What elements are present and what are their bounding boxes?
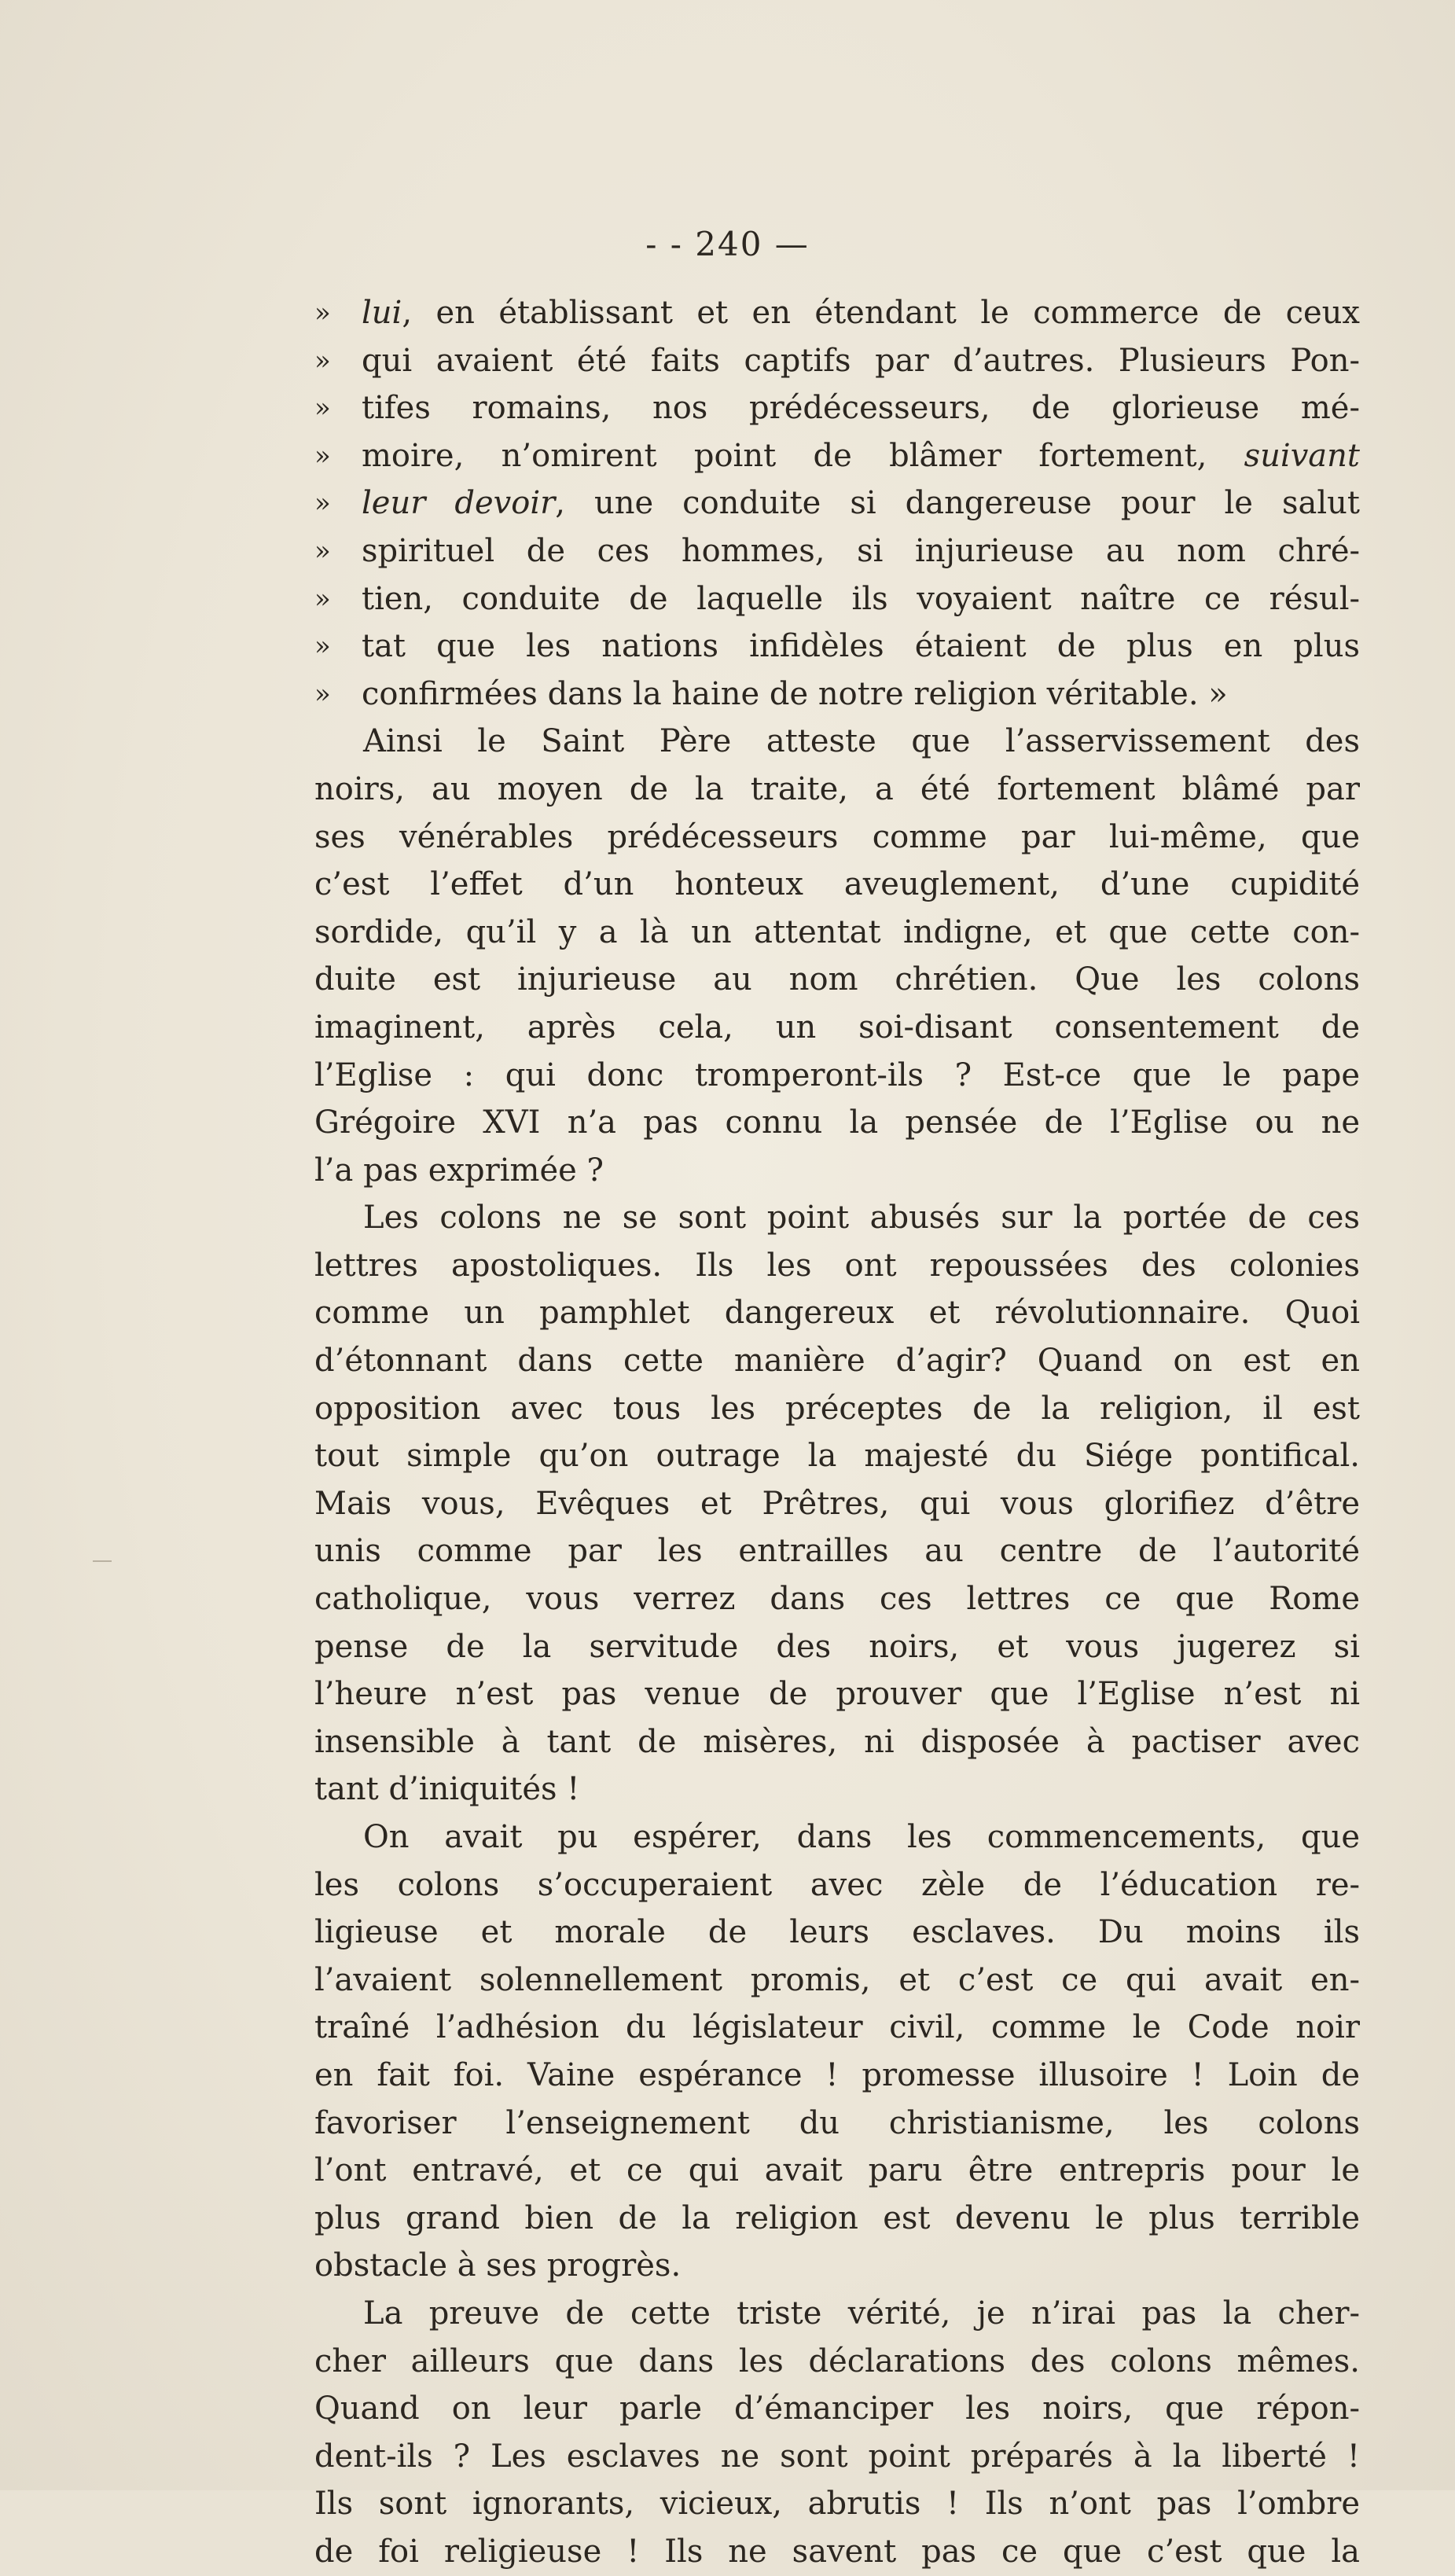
text-line: favoriser l’enseignement du christianisme, les colons (314, 2104, 1360, 2141)
text-line: On avait pu espérer, dans les commencements, que (363, 1819, 1360, 1855)
quoted-text-line: » spirituel de ces hommes, si injurieuse au nom chré- (314, 527, 1360, 575)
text-line: pense de la servitude des noirs, et vous jugerez si (314, 1628, 1360, 1665)
text-line: noirs, au moyen de la traite, a été fortement blâmé par (314, 770, 1360, 807)
text-line: l’Eglise : qui donc tromperont-ils ? Est-ce que le pape (314, 1056, 1360, 1093)
text-line: catholique, vous verrez dans ces lettres ce que Rome (314, 1581, 1360, 1618)
text-line: l’heure n’est pas venue de prouver que l’Eglise n’est ni (314, 1676, 1360, 1713)
text-line: les colons s’occuperaient avec zèle de l’éducation re- (314, 1866, 1360, 1903)
text-line: l’ont entravé, et ce qui avait paru être entrepris pour le (314, 2152, 1360, 2189)
text-line: de foi religieuse ! Ils ne savent pas ce que c’est que la (314, 2533, 1360, 2570)
text-segment: , en établissant et en étendant le commerce de ceux (402, 295, 1360, 331)
text-line: tant d’iniquités ! (314, 1771, 580, 1808)
text-line: l’avaient solennellement promis, et c’est ce qui avait en- (314, 1961, 1360, 1998)
text-line: d’étonnant dans cette manière d’agir? Quand on est en (314, 1343, 1360, 1380)
text-line: duite est injurieuse au nom chrétien. Que les colons (314, 961, 1360, 998)
text-line: Mais vous, Evêques et Prêtres, qui vous glorifiez d’être (314, 1485, 1360, 1522)
quoted-text-line: » qui avaient été faits captifs par d’autres. Plusieurs Pon- (314, 337, 1360, 385)
quoted-text-line (314, 289, 1360, 337)
italic-segment: lui (362, 295, 402, 331)
text-line: cher ailleurs que dans les déclarations des colons mêmes. (314, 2343, 1360, 2379)
text-segment: moire, n’omirent point de blâmer fortement, (362, 437, 1244, 474)
text-line: traîné l’adhésion du législateur civil, comme le Code noir (314, 2009, 1360, 2046)
text-line: ligieuse et morale de leurs esclaves. Du moins ils (314, 1914, 1360, 1951)
text-line: lettres apostoliques. Ils les ont repoussées des colonies (314, 1247, 1360, 1284)
quoted-text-line (314, 480, 1360, 527)
text-block (314, 289, 1360, 2576)
quoted-text-line: » confirmées dans la haine de notre religion véritable. » (314, 671, 1360, 718)
quoted-text-line: » tien, conduite de laquelle ils voyaient naître ce résul- (314, 575, 1360, 623)
text-line: sordide, qu’il y a là un attentat indigne, et que cette con- (314, 913, 1360, 950)
margin-mark (93, 1560, 112, 1562)
text-line: l’a pas exprimée ? (314, 1152, 604, 1189)
text-line: Grégoire XVI n’a pas connu la pensée de l’Eglise ou ne (314, 1104, 1360, 1141)
text-line: tout simple qu’on outrage la majesté du Siége pontifical. (314, 1438, 1360, 1475)
text-line: La preuve de cette triste vérité, je n’irai pas la cher- (363, 2295, 1360, 2332)
text-line: Ils sont ignorants, vicieux, abrutis ! Ils n’ont pas l’ombre (314, 2486, 1360, 2523)
text-line: Quand on leur parle d’émanciper les noirs, que répon- (314, 2390, 1360, 2427)
text-line: c’est l’effet d’un honteux aveuglement, d’une cupidité (314, 866, 1360, 903)
text-line: comme un pamphlet dangereux et révolutionnaire. Quoi (314, 1295, 1360, 1332)
text-line: imaginent, après cela, un soi-disant consentement de (314, 1009, 1360, 1045)
text-line: dent-ils ? Les esclaves ne sont point préparés à la liberté ! (314, 2438, 1360, 2475)
italic-segment: leur devoir (362, 485, 556, 522)
text-line: obstacle à ses progrès. (314, 2247, 682, 2284)
text-line: Les colons ne se sont point abusés sur la portée de ces (363, 1200, 1360, 1237)
quoted-text-line: » tat que les nations infidèles étaient de plus en plus (314, 623, 1360, 671)
text-line: en fait foi. Vaine espérance ! promesse illusoire ! Loin de (314, 2056, 1360, 2093)
text-line: Ainsi le Saint Père atteste que l’asservissement des (363, 723, 1360, 760)
text-segment: , une conduite si dangereuse pour le salut (555, 485, 1360, 522)
italic-segment: suivant (1244, 437, 1360, 474)
text-line: ses vénérables prédécesseurs comme par lui-même, que (314, 818, 1360, 855)
quoted-text-line: » tifes romains, nos prédécesseurs, de glorieuse mé- (314, 384, 1360, 432)
text-line: insensible à tant de misères, ni disposée à pactiser avec (314, 1723, 1360, 1760)
quoted-text-line (314, 432, 1360, 480)
text-line: plus grand bien de la religion est devenu le plus terrible (314, 2199, 1360, 2236)
page-number: - - 240 — (645, 225, 810, 263)
text-line: unis comme par les entrailles au centre de l’autorité (314, 1533, 1360, 1570)
text-line: opposition avec tous les préceptes de la religion, il est (314, 1390, 1360, 1427)
